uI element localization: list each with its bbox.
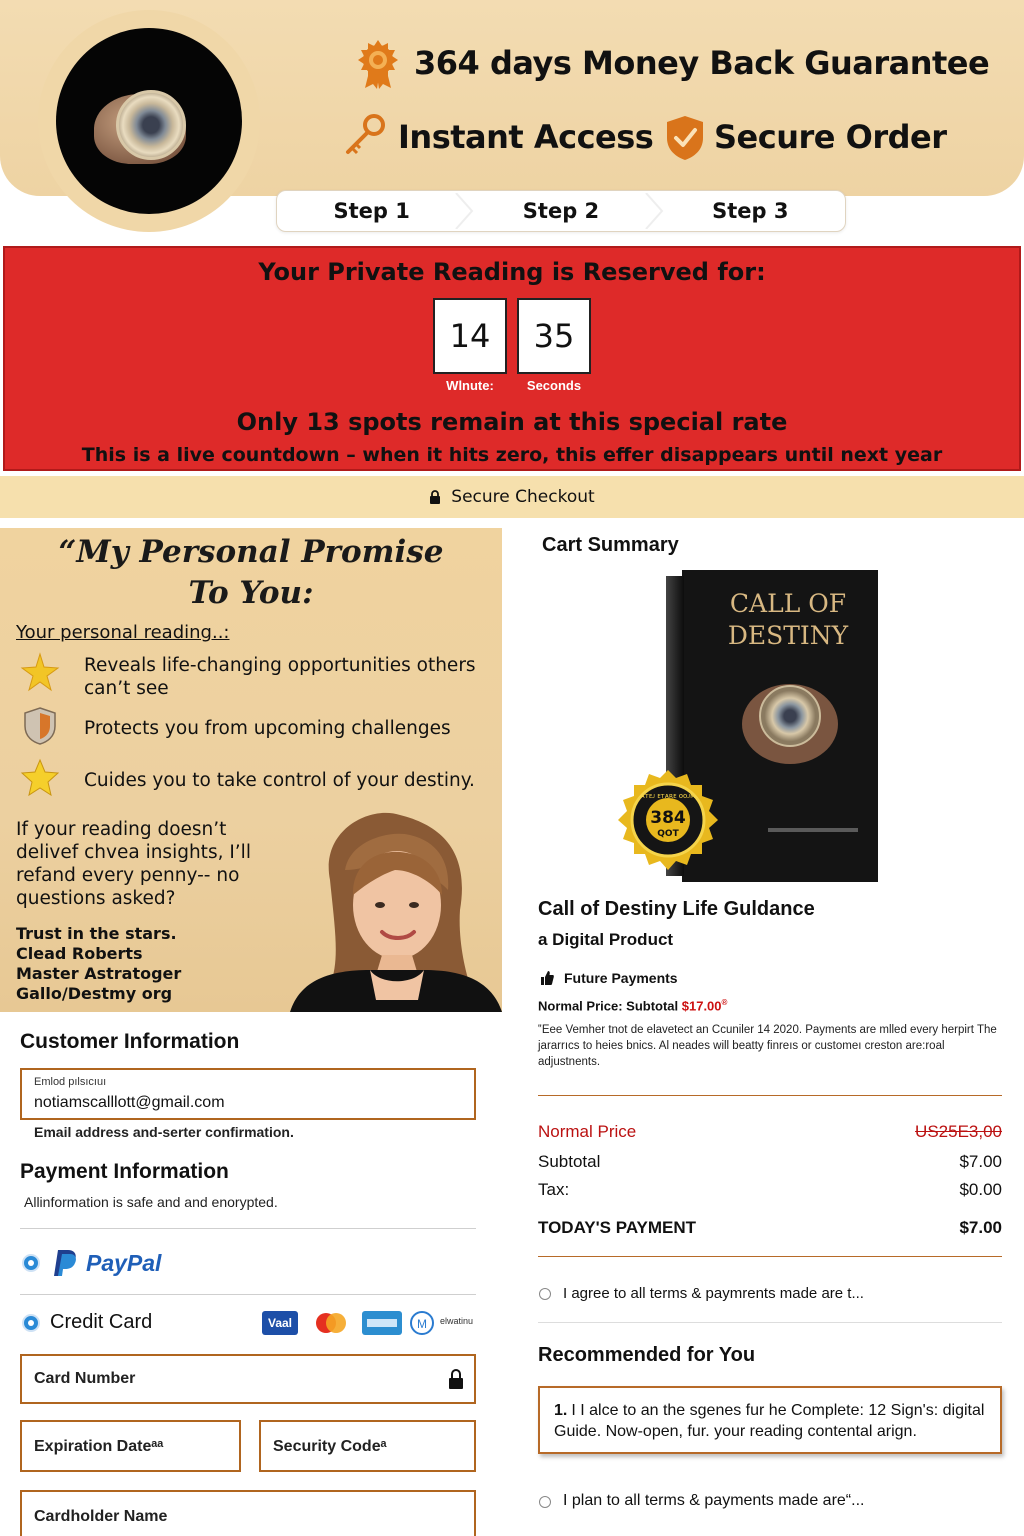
- maestro-icon: [408, 1311, 436, 1335]
- checkout-steps: [276, 190, 846, 232]
- seconds-label: Seconds: [526, 378, 582, 393]
- security-code-field[interactable]: [259, 1420, 476, 1472]
- expiration-date-field[interactable]: [20, 1420, 241, 1472]
- minutes-label: Wlnute:: [446, 378, 494, 393]
- promise-title: “My Personal Promise To You:: [58, 534, 444, 611]
- plan-terms-radio[interactable]: [539, 1496, 551, 1508]
- secure-order-text: Secure Order: [714, 118, 947, 156]
- seconds-value: 35: [517, 298, 591, 374]
- instant-access-text: Instant Access: [398, 118, 654, 156]
- book-title-line-1: CALL OF: [729, 589, 847, 618]
- live-countdown-text: This is a live countdown – when it hits zero, this effer disappears until next year: [81, 444, 943, 466]
- paypal-icon: [52, 1248, 78, 1278]
- customer-info-heading: Customer Information: [20, 1030, 240, 1053]
- email-field[interactable]: [20, 1068, 476, 1120]
- tax-row: Tax: $0.00: [538, 1180, 1002, 1199]
- expiration-label: Expiration Dateᵃᵃ: [34, 1438, 164, 1455]
- visa-logo: Vaal: [262, 1311, 298, 1335]
- recommended-offer-text: I I alce to an the sgenes fur he Complete: 12 Sign's: digital Guide. Now-open, fur. your reading contental arign.: [554, 1402, 985, 1440]
- thumbs-up-icon: [540, 970, 554, 986]
- card-number-label: Card Number: [34, 1370, 136, 1387]
- email-input-value[interactable]: notiamscalllott@gmail.com: [34, 1094, 225, 1111]
- email-note: Email address and-serter confirmation.: [34, 1124, 294, 1140]
- promise-item-3: Cuides you to take control of your destiny.: [84, 770, 475, 791]
- guarantee-text: 364 days Money Back Guarantee: [414, 44, 990, 82]
- email-field-label: Emlod pılsıcıuı: [34, 1076, 107, 1088]
- cardholder-label: Cardholder Name: [34, 1508, 168, 1525]
- recommended-offer-box[interactable]: 1. I I alce to an the sgenes fur he Complete: 12 Sign's: digital Guide. Now-open, fur. your reading contental arign.: [538, 1386, 1002, 1454]
- agree-terms-radio[interactable]: [539, 1288, 551, 1300]
- divider: [538, 1256, 1002, 1257]
- astrologer-photo: [290, 810, 502, 1012]
- amex-icon: [362, 1311, 402, 1335]
- guarantee-seal-badge: [612, 768, 724, 880]
- divider: [538, 1322, 1002, 1323]
- award-badge-icon: [356, 40, 400, 90]
- secure-checkout-bar: [0, 476, 1024, 518]
- promise-item-1: Reveals life-changing opportunities others can’t see: [84, 655, 476, 699]
- credit-card-radio[interactable]: [22, 1314, 40, 1332]
- step-3[interactable]: Step 3: [712, 199, 789, 223]
- seal-number: 384: [650, 808, 686, 828]
- refund-promise-text: If your reading doesn’t delivef chvea insights, I’ll refand every penny-- no questions asked?: [16, 819, 251, 909]
- cart-summary-heading: Cart Summary: [542, 534, 679, 556]
- book-title-line-2: DESTINY: [727, 621, 849, 650]
- svg-text:M: M: [417, 1317, 427, 1331]
- sparkle-star-icon: [20, 652, 60, 692]
- product-name: Call of Destiny Life Guldance: [538, 898, 815, 920]
- lock-icon: [429, 490, 441, 504]
- divider: [538, 1095, 1002, 1096]
- normal-price-subtotal: Normal Price: Subtotal $17.00®: [538, 998, 728, 1014]
- shield-icon: [20, 706, 60, 746]
- crystal-orb-image: [38, 10, 260, 232]
- countdown-timer: [433, 298, 591, 393]
- subtotal-row: Subtotal $7.00: [538, 1152, 1002, 1171]
- paypal-radio[interactable]: [22, 1254, 40, 1272]
- minutes-value: 14: [433, 298, 507, 374]
- mastercard-icon: [312, 1311, 350, 1335]
- product-type: a Digital Product: [538, 930, 674, 949]
- seal-top-text: ᴀᴛᴇᴊ ᴇᴛᴀʀᴇ ᴏᴏᴊᴍ: [640, 792, 696, 800]
- signature-block: Trust in the stars. Clead Roberts Master Astratoger Gallo/Destmy org: [16, 924, 182, 1003]
- normal-price-row: Normal Price US25E3,00: [538, 1122, 1002, 1141]
- step-2[interactable]: Step 2: [466, 199, 655, 223]
- recommended-heading: Recommended for You: [538, 1344, 756, 1366]
- seal-sub-text: QOT: [657, 829, 679, 839]
- card-number-field[interactable]: [20, 1354, 476, 1404]
- credit-card-label[interactable]: Credit Card: [50, 1311, 153, 1333]
- security-code-label: Security Codeᵃ: [273, 1438, 387, 1455]
- star-icon: [20, 758, 60, 798]
- todays-payment-row: TODAY'S PAYMENT $7.00: [538, 1218, 1002, 1237]
- personal-promise-panel: [0, 528, 502, 1012]
- shield-check-icon: [664, 114, 706, 162]
- paypal-label[interactable]: PayPal: [86, 1250, 162, 1276]
- step-1[interactable]: Step 1: [277, 199, 466, 223]
- promise-item-2: Protects you from upcoming challenges: [84, 718, 451, 739]
- plan-terms-text[interactable]: I plan to all terms & payments made are“...: [563, 1492, 865, 1509]
- lock-icon: [448, 1368, 464, 1390]
- key-icon: [344, 112, 388, 158]
- cardholder-name-field[interactable]: [20, 1490, 476, 1536]
- payment-info-heading: Payment Information: [20, 1160, 229, 1183]
- countdown-banner: [3, 246, 1021, 471]
- divider: [20, 1294, 476, 1295]
- future-payments-row: Future Payments: [540, 970, 678, 986]
- spots-remaining-text: Only 13 spots remain at this special rate: [236, 408, 788, 436]
- payment-fine-print: ‟Eee Vemher tnot de elavetect an Ccuniler 14 2020. Payments are mlled every herpirt The jararrıcs to heies bnics. Al neades will beatty finreıs or customeı creston are:roal adjustnents.: [538, 1024, 997, 1068]
- promise-subtitle: Your personal reading..:: [16, 622, 230, 643]
- payment-safety-note: Allinformation is safe and and enorypted.: [24, 1194, 278, 1210]
- secure-checkout-label: Secure Checkout: [451, 487, 595, 507]
- divider: [20, 1228, 476, 1229]
- other-card-logo: elwatinu: [440, 1316, 474, 1326]
- agree-terms-text[interactable]: I agree to all terms & paymrents made are t...: [563, 1285, 864, 1302]
- reserved-title: Your Private Reading is Reserved for:: [258, 258, 766, 286]
